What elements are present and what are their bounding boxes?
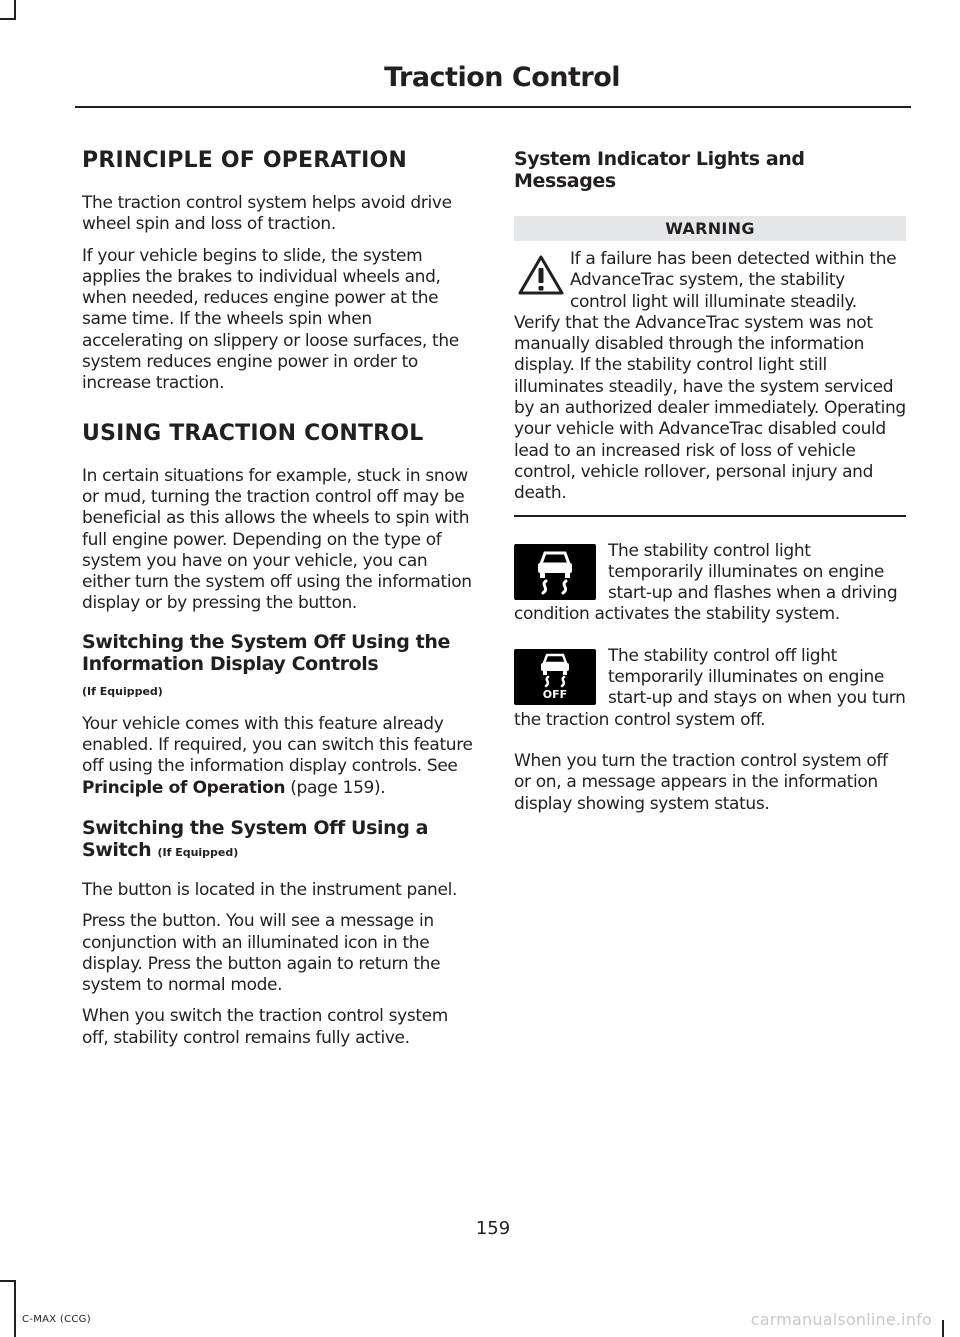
page-number: 159	[475, 1218, 511, 1239]
if-equipped-label: (If Equipped)	[157, 845, 239, 859]
paragraph	[82, 714, 474, 799]
if-equipped-label: (If Equipped)	[82, 684, 163, 698]
warning-text: If a failure has been detected within the AdvanceTrac system, the stability control light will illuminate steadily. Verify that the AdvanceTrac system was not manually disabled through the information display. If the stability control light still illuminates steadily, have the system serviced by an authorized dealer immediately. Operating your vehicle with AdvanceTrac disabled could lead to an increased risk of loss of vehicle control, vehicle rollover, personal injury and death.	[514, 249, 906, 504]
page-title: Traction Control	[384, 62, 620, 93]
off-label: OFF	[542, 687, 568, 701]
paragraph: If your vehicle begins to slide, the system applies the brakes to individual wheels and, when needed, reduces engine power at the same time. If the wheels spin when accelerating on slippery or loose surfaces, the system reduces engine power in order to increase traction.	[82, 245, 459, 394]
warning-triangle-icon	[516, 253, 566, 297]
crop-mark	[0, 18, 16, 20]
heading-principle-of-operation: PRINCIPLE OF OPERATION	[82, 148, 408, 173]
left-column	[82, 148, 474, 1059]
paragraph: When you switch the traction control system off, stability control remains fully active.	[82, 1006, 448, 1048]
paragraph: When you turn the traction control system off or on, a message appears in the information display showing system status.	[514, 750, 888, 814]
paragraph-text: Your vehicle comes with this feature already enabled. If required, you can switch this feature off using the information display controls. See	[82, 713, 473, 777]
watermark: carmanualsonline.info	[750, 1310, 932, 1329]
paragraph: In certain situations for example, stuck in snow or mud, turning the traction control off may be beneficial as this allows the wheels to spin with full engine power. Depending on the type of system you have on your vehicle, you can either turn the system off using the information display or by pressing the button.	[82, 465, 472, 614]
indicator-stability-control-off	[514, 646, 906, 731]
right-column	[514, 148, 906, 825]
warning-header: WARNING	[514, 216, 906, 241]
stability-control-light-icon	[514, 544, 596, 600]
heading-indicator-lights: System Indicator Lights and Messages	[514, 148, 805, 192]
warning-block	[514, 249, 906, 505]
cross-reference-link[interactable]: Principle of Operation	[82, 777, 286, 798]
crop-mark	[14, 1280, 16, 1337]
indicator-description: The stability control light temporarily illuminates on engine start-up and flashes when a driving condition activates the stability system.	[514, 540, 898, 625]
stability-control-off-light-icon	[514, 649, 596, 705]
heading-switch-off-switch	[82, 817, 474, 864]
paragraph: The button is located in the instrument panel.	[82, 879, 458, 900]
paragraph-text: (page 159).	[285, 777, 386, 798]
indicator-stability-control	[514, 541, 906, 626]
paragraph: The traction control system helps avoid drive wheel spin and loss of traction.	[82, 193, 452, 235]
indicator-description: The stability control off light temporarily illuminates on engine start-up and stays on when you turn the traction control system off.	[514, 645, 906, 730]
paragraph: Press the button. You will see a message in conjunction with an illuminated icon in the display. Press the button again to return the system to normal mode.	[82, 911, 441, 996]
crop-mark	[14, 0, 16, 20]
header-rule	[75, 106, 911, 108]
heading-text: Switching the System Off Using a Switch	[82, 816, 429, 861]
crop-mark	[942, 1320, 944, 1337]
heading-using-traction-control: USING TRACTION CONTROL	[82, 420, 424, 446]
heading-switch-off-display: Switching the System Off Using the Information Display Controls	[82, 630, 450, 675]
crop-mark	[0, 1280, 16, 1282]
warning-rule	[514, 515, 906, 517]
footer-model: C-MAX (CCG)	[22, 1314, 91, 1325]
